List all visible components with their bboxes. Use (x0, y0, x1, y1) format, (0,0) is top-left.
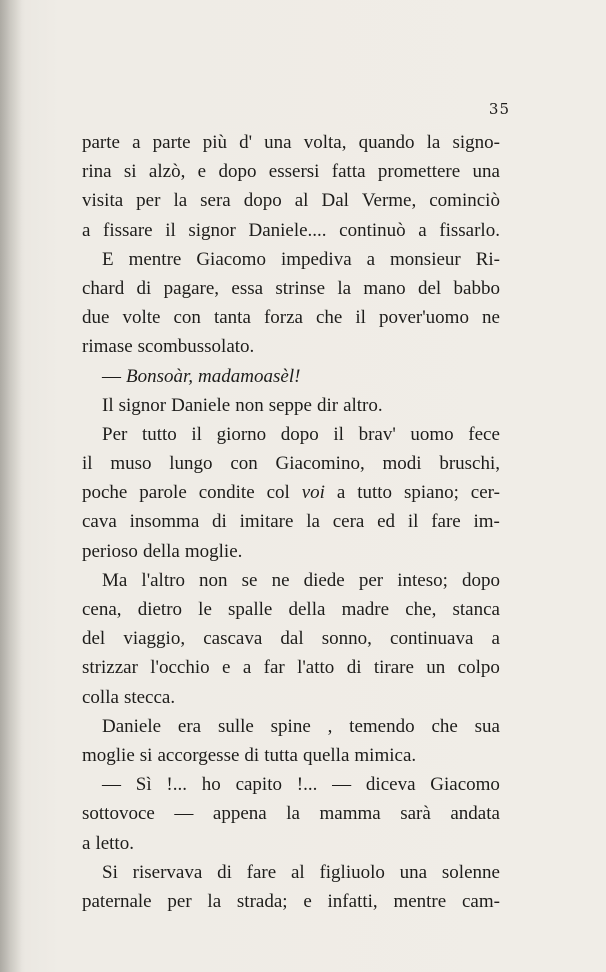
word: di (136, 277, 152, 299)
word: scombussolato. (137, 336, 255, 358)
word: paternale (82, 890, 152, 912)
word: bruschi, (439, 453, 500, 475)
word: Ma (102, 569, 128, 591)
word: visita (82, 190, 124, 212)
word: ho (201, 774, 221, 796)
word: la (286, 803, 300, 825)
text-line (82, 420, 500, 449)
word: sonno, (321, 628, 372, 650)
word: far (263, 657, 285, 679)
word: continuava (390, 628, 474, 650)
word: sarà (400, 803, 431, 825)
word: non (199, 569, 228, 591)
word: stanca (452, 599, 500, 620)
word: E (102, 248, 114, 270)
word: la (207, 890, 222, 912)
word: Giacomo (430, 774, 500, 796)
text-line (82, 157, 500, 186)
word: madre (341, 599, 390, 620)
word: che (431, 715, 458, 737)
word: Giacomo (196, 248, 266, 270)
word: Bonsoàr, (126, 365, 194, 387)
word: a (336, 482, 346, 504)
word: a (82, 832, 91, 854)
text-line (82, 624, 500, 653)
word: più (202, 132, 228, 153)
word: tanta (213, 307, 251, 329)
word: ne (482, 307, 500, 329)
word: dal (280, 628, 304, 650)
word: voi (301, 482, 325, 504)
text-line (82, 332, 500, 361)
word: — (174, 803, 194, 825)
word: quella (302, 744, 350, 766)
word: lungo (169, 453, 213, 475)
word: seppe (268, 394, 312, 416)
word: che, (405, 599, 437, 620)
word: alzò, (148, 161, 186, 183)
word: imitare (239, 511, 294, 533)
word: forza (263, 307, 303, 329)
text-line (82, 595, 500, 624)
word: !... (296, 774, 318, 796)
word: al (290, 861, 305, 883)
word: del (82, 628, 106, 650)
word: il (355, 307, 366, 329)
word: quando (358, 132, 415, 153)
word: ne (271, 569, 290, 591)
word: fissarlo. (439, 219, 500, 241)
word: il (407, 511, 419, 533)
text-line (82, 799, 500, 828)
word: d' (239, 132, 253, 153)
text-line (82, 245, 500, 274)
word: Verme, (361, 190, 417, 212)
word: impediva (280, 248, 352, 270)
text-line (82, 741, 500, 770)
word: con (173, 307, 201, 329)
word: e (303, 890, 312, 912)
word: le (198, 599, 212, 620)
word: se (241, 569, 258, 591)
word: una (399, 861, 428, 883)
text-line (82, 770, 500, 799)
word: cascava (203, 628, 263, 650)
word: madamoasèl! (198, 365, 301, 387)
word: !... (166, 774, 187, 796)
word: tutto (357, 482, 393, 504)
word: sua (474, 715, 500, 737)
word: la (173, 190, 188, 212)
word: a (491, 628, 500, 650)
word: essa (231, 277, 264, 299)
word: della (142, 540, 180, 562)
word: andata (450, 803, 500, 825)
word: un (426, 657, 446, 679)
word: che (316, 307, 343, 329)
text-line (82, 887, 500, 916)
word: si (123, 161, 137, 183)
word: con (230, 453, 258, 475)
word: cava (82, 511, 117, 533)
word: parole (139, 482, 187, 504)
word: brav' (358, 423, 396, 445)
word: — (332, 774, 352, 796)
word: signor (188, 219, 236, 241)
text-line (82, 478, 500, 507)
word: e (222, 657, 231, 679)
word: parte (152, 132, 191, 153)
word: Si (102, 861, 118, 883)
word: poche (82, 482, 128, 504)
word: l'atto (297, 657, 335, 679)
word: spalle (228, 599, 273, 620)
word: il (333, 423, 344, 445)
word: strizzar (82, 657, 138, 679)
word: altro. (343, 394, 383, 416)
word: mamma (319, 803, 381, 825)
word: signo- (452, 132, 500, 153)
word: stecca. (123, 686, 176, 708)
word: Il (102, 394, 114, 416)
word: l'altro (141, 569, 185, 591)
word: strinse (275, 277, 326, 299)
word: del (417, 277, 442, 299)
word: a (418, 219, 427, 241)
word: si (139, 744, 153, 766)
word: Daniele (102, 715, 162, 737)
word: fece (468, 423, 500, 445)
text-line (82, 653, 500, 682)
text-line (82, 507, 500, 536)
word: Per (102, 423, 128, 445)
word: temendo (349, 715, 415, 737)
text-line (82, 186, 500, 215)
word: condite (198, 482, 255, 504)
word: essersi (268, 161, 320, 183)
word: per (136, 190, 161, 212)
word: per (358, 569, 384, 591)
text-line (82, 274, 500, 303)
word: a (132, 132, 141, 153)
word: letto. (95, 832, 134, 854)
text-line (82, 712, 500, 741)
word: colla (82, 686, 119, 708)
text-line (82, 391, 500, 420)
word: mano (363, 277, 406, 299)
word: a (242, 657, 252, 679)
word: l'occhio (150, 657, 210, 679)
word: cominciò (429, 190, 500, 212)
word: continuò (339, 219, 406, 241)
word: dir (316, 394, 339, 416)
word: fare (246, 861, 277, 883)
word: col (266, 482, 290, 504)
text-line (82, 362, 500, 391)
word: Daniele.... (248, 219, 327, 241)
word: babbo (453, 277, 500, 299)
word: rimase (82, 336, 133, 358)
word: perioso (82, 540, 138, 562)
word: la (337, 277, 352, 299)
word: dietro (137, 599, 183, 620)
word: a (366, 248, 376, 270)
word: diede (303, 569, 345, 591)
word: solenne (441, 861, 500, 883)
word: cera (332, 511, 365, 533)
word: e (197, 161, 207, 183)
word: per (167, 890, 192, 912)
word: cam- (461, 890, 500, 912)
word: sottovoce (82, 803, 155, 825)
word: infatti, (327, 890, 378, 912)
word: di (244, 744, 260, 766)
word: la (306, 511, 320, 533)
word: fatta (331, 161, 366, 183)
body-text (82, 128, 500, 916)
text-line (82, 566, 500, 595)
word: dopo (218, 161, 257, 183)
word: il (165, 219, 176, 241)
word: promettere (377, 161, 461, 183)
word: di (217, 861, 232, 883)
word: sulle (217, 715, 254, 737)
word: pover'uomo (379, 307, 469, 329)
word: mentre (393, 890, 447, 912)
word: muso (110, 453, 152, 475)
word: — (102, 365, 121, 387)
word: cer- (470, 482, 500, 504)
word: moglie. (184, 540, 243, 562)
word: della (288, 599, 326, 620)
text-line (82, 449, 500, 478)
word: il (191, 423, 202, 445)
word: tutta (264, 744, 298, 766)
word: giorno (216, 423, 267, 445)
word: tutto (141, 423, 177, 445)
word: fissare (103, 219, 153, 241)
word: pagare, (163, 277, 220, 299)
word: volta, (303, 132, 347, 153)
word: im- (473, 511, 500, 533)
word: — (102, 774, 121, 796)
word: signor (118, 394, 167, 416)
page-number: 35 (488, 100, 510, 118)
text-line (82, 829, 500, 858)
word: dopo (243, 190, 282, 212)
text-line (82, 303, 500, 332)
word: volte (122, 307, 161, 329)
text-line (82, 216, 500, 245)
word: tirare (373, 657, 414, 679)
word: mentre (128, 248, 182, 270)
text-line (82, 537, 500, 566)
word: una (472, 161, 500, 183)
word: al (294, 190, 309, 212)
word: capito (235, 774, 282, 796)
word: inteso; (397, 569, 448, 591)
word: Sì (135, 774, 152, 796)
word: Ri- (475, 248, 500, 270)
word: dopo (461, 569, 500, 591)
word: fare (431, 511, 461, 533)
word: spiano; (403, 482, 459, 504)
text-line (82, 858, 500, 887)
word: a (82, 219, 91, 241)
word: strada; (236, 890, 288, 912)
word: non (235, 394, 264, 416)
word: modi (382, 453, 422, 475)
word: Daniele (171, 394, 231, 416)
word: di (346, 657, 362, 679)
word: appena (212, 803, 267, 825)
word: figliuolo (319, 861, 385, 883)
word: insomma (129, 511, 200, 533)
text-line (82, 683, 500, 712)
word: due (82, 307, 110, 329)
word: moglie (82, 744, 135, 766)
text-line (82, 128, 500, 157)
word: Dal (321, 190, 349, 212)
word: accorgesse (157, 744, 240, 766)
word: diceva (365, 774, 416, 796)
word: una (264, 132, 292, 153)
word: sera (200, 190, 231, 212)
word: colpo (457, 657, 500, 679)
word: Giacomino, (275, 453, 365, 475)
word: rina (82, 161, 112, 183)
binding-shadow (0, 0, 22, 972)
word: viaggio, (123, 628, 186, 650)
word: chard (82, 277, 125, 299)
word: dopo (280, 423, 319, 445)
word: spine (270, 715, 311, 737)
word: mimica. (354, 744, 417, 766)
word: la (426, 132, 441, 153)
word: monsieur (390, 248, 461, 270)
word: uomo (410, 423, 454, 445)
word: era (177, 715, 202, 737)
word: di (212, 511, 227, 533)
word: il (82, 453, 93, 475)
word: riservava (132, 861, 203, 883)
word: cena, (82, 599, 122, 620)
word: ed (377, 511, 396, 533)
word: parte (82, 132, 120, 153)
word: , (327, 715, 333, 737)
